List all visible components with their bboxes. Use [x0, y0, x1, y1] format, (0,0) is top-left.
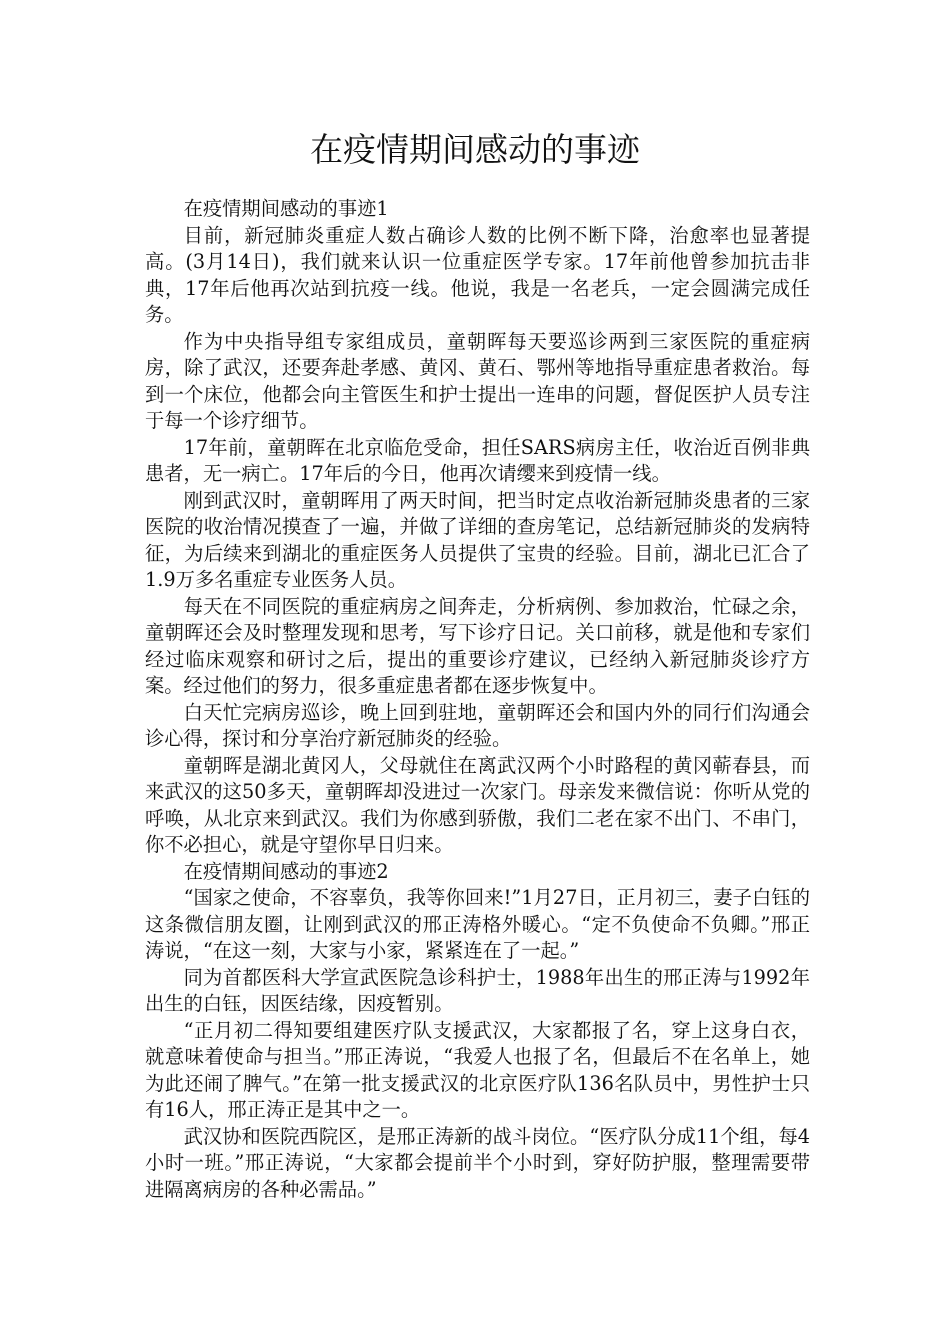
paragraph: 刚到武汉时，童朝晖用了两天时间，把当时定点收治新冠肺炎患者的三家医院的收治情况摸查了一遍，并做了详细的查房笔记，总结新冠肺炎的发病特征，为后续来到湖北的重症医务人员提供了宝贵的经验。目前，湖北已汇合了1.9万多名重症专业医务人员。 [145, 488, 810, 591]
paragraph: 目前，新冠肺炎重症人数占确诊人数的比例不断下降，治愈率也显著提高。(3月14日)，我们就来认识一位重症医学专家。17年前他曾参加抗击非典，17年后他再次站到抗疫一线。他说，我是一名老兵，一定会圆满完成任务。 [145, 223, 810, 326]
paragraph: 白天忙完病房巡诊，晚上回到驻地，童朝晖还会和国内外的同行们沟通会诊心得，探讨和分享治疗新冠肺炎的经验。 [145, 700, 810, 750]
paragraph: 作为中央指导组专家组成员，童朝晖每天要巡诊两到三家医院的重症病房，除了武汉，还要奔赴孝感、黄冈、黄石、鄂州等地指导重症患者救治。每到一个床位，他都会向主管医生和护士提出一连串的问题，督促医护人员专注于每一个诊疗细节。 [145, 329, 810, 432]
paragraph: 每天在不同医院的重症病房之间奔走，分析病例、参加救治，忙碌之余，童朝晖还会及时整理发现和思考，写下诊疗日记。关口前移，就是他和专家们经过临床观察和研讨之后，提出的重要诊疗建议，已经纳入新冠肺炎诊疗方案。经过他们的努力，很多重症患者都在逐步恢复中。 [145, 594, 810, 697]
section-heading-2: 在疫情期间感动的事迹2 [183, 859, 389, 883]
section-heading-1: 在疫情期间感动的事迹1 [183, 197, 389, 220]
paragraph: 同为首都医科大学宣武医院急诊科护士，1988年出生的邢正涛与1992年出生的白钰，因医结缘，因疫暂别。 [145, 965, 810, 1015]
paragraph: “正月初二得知要组建医疗队支援武汉，大家都报了名，穿上这身白衣，就意味着使命与担当。”邢正涛说，“我爱人也报了名，但最后不在名单上，她为此还闹了脾气。”在第一批支援武汉的北京医疗队136名队员中，男性护士只有16人，邢正涛正是其中之一。 [145, 1018, 810, 1121]
paragraph: “国家之使命，不容辜负，我等你回来!”1月27日，正月初三，妻子白钰的这条微信朋友圈，让刚到武汉的邢正涛格外暖心。“定不负使命不负卿。”邢正涛说，“在这一刻，大家与小家，紧紧连在了一起。” [145, 886, 810, 962]
page-title: 在疫情期间感动的事迹 [310, 130, 640, 169]
paragraph: 武汉协和医院西院区，是邢正涛新的战斗岗位。“医疗队分成11个组，每4小时一班。”邢正涛说，“大家都会提前半个小时到，穿好防护服，整理需要带进隔离病房的各种必需品。” [145, 1124, 810, 1201]
paragraph: 童朝晖是湖北黄冈人，父母就住在离武汉两个小时路程的黄冈蕲春县，而来武汉的这50多天，童朝晖却没进过一次家门。母亲发来微信说：你听从党的呼唤，从北京来到武汉。我们为你感到骄傲，我们二老在家不出门、不串门，你不必担心，就是守望你早日归来。 [145, 753, 810, 856]
paragraph: 17年前，童朝晖在北京临危受命，担任SARS病房主任，收治近百例非典患者，无一病亡。17年后的今日，他再次请缨来到疫情一线。 [145, 435, 810, 485]
document-body [145, 196, 810, 1203]
